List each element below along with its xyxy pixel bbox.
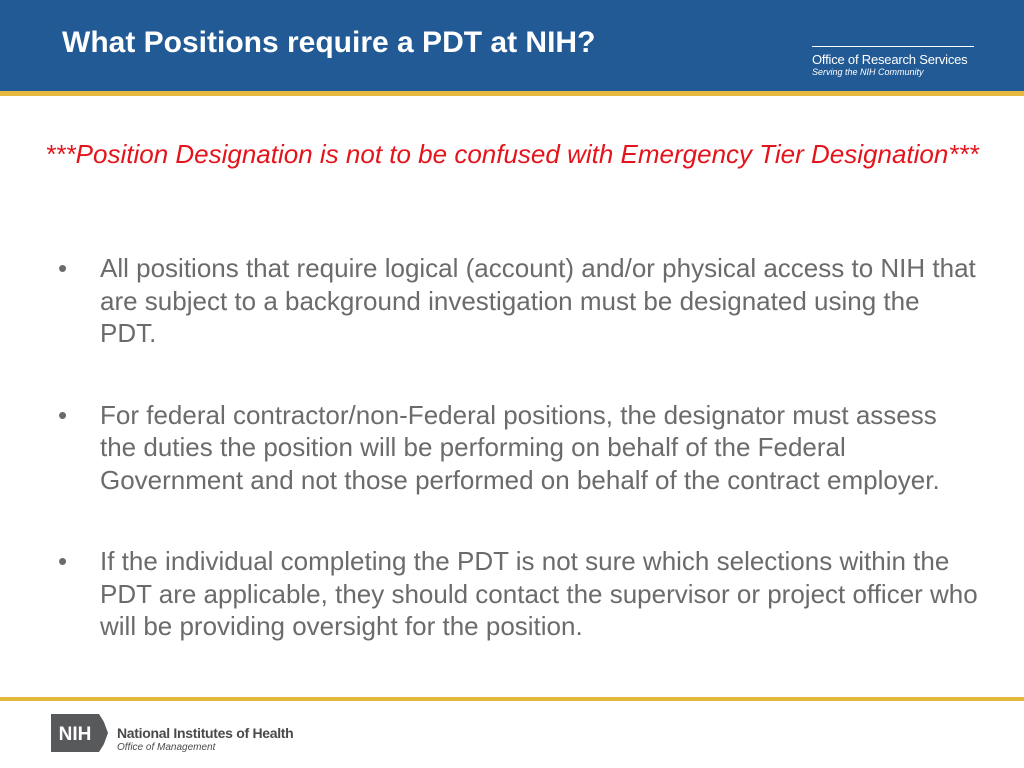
ors-logo-rule [812,46,974,47]
footer-office-name: Office of Management [117,742,216,753]
header-gold-rule [0,91,1024,96]
bullet-text: All positions that require logical (account) and/or physical access to NIH that are subject to a background investigation must be designated using the PDT. [100,253,976,348]
bullet-list [58,252,978,692]
bullet-text: For federal contractor/non-Federal positions, the designator must assess the duties the position will be performing on behalf of the Federal Government and not those performed on behalf of the contract employer. [100,399,940,495]
bullet-dot-icon: • [58,546,68,576]
designation-notice: ***Position Designation is not to be confused with Emergency Tier Designation*** [45,139,979,169]
slide-title: What Positions require a PDT at NIH? [62,26,596,59]
bullet-dot-icon: • [58,253,68,283]
bullet-item [58,252,978,350]
footer-gold-rule [0,697,1024,701]
footer-org-name: National Institutes of Health [117,725,294,741]
ors-logo-name: Office of Research Services [812,52,968,67]
nih-logo-icon [51,714,111,752]
bullet-dot-icon: • [58,399,68,430]
bullet-text: If the individual completing the PDT is not sure which selections within the PDT are applicable, they should contact the supervisor or project officer who will be providing oversight for the position. [100,546,978,641]
ors-logo-tagline: Serving the NIH Community [812,67,924,77]
bullet-item [58,545,978,643]
bullet-item [58,399,978,497]
nih-logo-text: NIH [58,724,92,745]
